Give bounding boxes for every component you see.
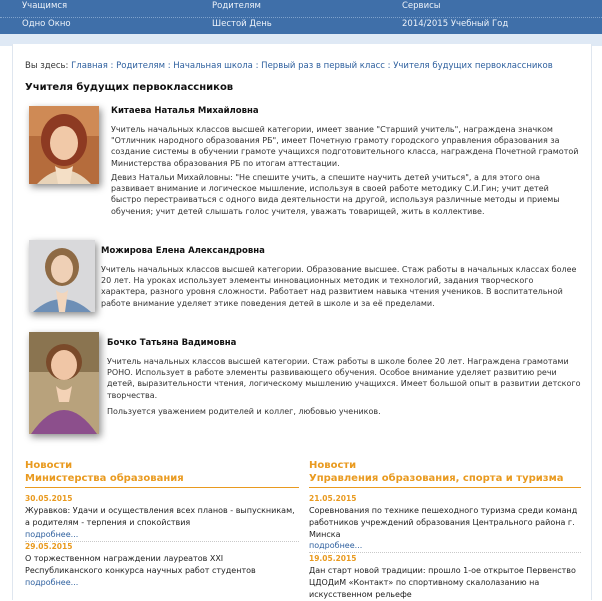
news-date: 30.05.2015 <box>25 494 73 503</box>
breadcrumb-link-parents[interactable]: Родителям <box>116 61 165 71</box>
top-nav-row-2 <box>0 17 602 35</box>
news-headline[interactable]: Журавков: Удачи и осуществления всех планов - выпускникам, а родителям - терпения и спокойствия <box>25 506 295 527</box>
nav-link-services[interactable]: Сервисы <box>402 1 441 11</box>
news-department-divider <box>309 487 581 488</box>
teacher-name-mozhirova: Можирова Елена Александровна <box>101 246 265 256</box>
news-more-link[interactable]: подробнее... <box>25 578 79 587</box>
news-more-link[interactable]: подробнее... <box>25 530 79 539</box>
main-content <box>12 44 592 600</box>
nav-link-parents[interactable]: Родителям <box>212 1 261 11</box>
news-ministry-title-line1: Новости <box>25 460 73 471</box>
nav-link-school-year[interactable]: 2014/2015 Учебный Год <box>402 19 509 29</box>
breadcrumb-separator: : <box>110 61 114 71</box>
news-headline[interactable]: Дан старт новой традиции: прошло 1-ое открытое Первенство ЦДОДиМ «Контакт» по спортивному скалолазанию на искусственном рельефе <box>309 566 576 599</box>
teacher-photo-kitaeva <box>29 106 99 184</box>
teacher-photo-bochko <box>29 332 99 434</box>
page-title: Учителя будущих первоклассников <box>25 82 234 93</box>
teacher-description-kitaeva: Учитель начальных классов высшей категории, имеет звание "Старший учитель", награждена значком "Отличник народного образования РБ", имеет Почетную грамоту городского управления образования за создание системы в обучении грамоте учащихся подготовительного класса, награждена Почетной грамотой Министерства образования РБ по итогам аттестации. <box>111 125 579 168</box>
news-date: 19.05.2015 <box>309 554 357 563</box>
teacher-note-bochko: Пользуется уважением родителей и коллег, любовью учеников. <box>107 407 381 416</box>
teacher-name-kitaeva: Китаева Наталья Михайловна <box>111 106 259 116</box>
top-navigation <box>0 0 602 34</box>
breadcrumb-link-current[interactable]: Учителя будущих первоклассников <box>393 61 553 71</box>
news-department-title-line1: Новости <box>309 460 357 471</box>
breadcrumb-separator: : <box>255 61 259 71</box>
news-ministry-title <box>25 459 184 485</box>
teacher-name-bochko: Бочко Татьяна Вадимовна <box>107 338 237 348</box>
news-headline[interactable]: Соревнования по технике пешеходного туризма среди команд работников учреждений образования Центрального района г. Минска <box>309 506 578 539</box>
breadcrumb <box>25 61 553 71</box>
news-ministry-divider <box>25 487 299 488</box>
breadcrumb-link-home[interactable]: Главная <box>71 61 108 71</box>
news-more-link[interactable]: подробнее... <box>309 541 363 550</box>
nav-link-one-window[interactable]: Одно Окно <box>22 19 71 29</box>
nav-link-students[interactable]: Учащимся <box>22 1 68 11</box>
teacher-motto-kitaeva: Девиз Натальи Михайловны: "Не спешите учить, а спешите научить детей учиться", а для этого она развивает внимание и логическое мышление, используя в своей работе методику С.И.Гин; учит детей быстро перестраиваться с одного вида деятельности на другой, используя различные методы и приемы обучения; учит детей слышать голос учителя, уважать товарищей, жить в коллективе. <box>111 173 560 216</box>
breadcrumb-prefix: Вы здесь: <box>25 61 69 71</box>
breadcrumb-separator: : <box>387 61 391 71</box>
news-department-title-line2: Управления образования, спорта и туризма <box>309 473 564 484</box>
breadcrumb-link-first-class[interactable]: Первый раз в первый класс <box>261 61 385 71</box>
teacher-photo-mozhirova <box>29 240 95 312</box>
news-item-divider <box>309 552 581 553</box>
news-date: 21.05.2015 <box>309 494 357 503</box>
teacher-description-mozhirova: Учитель начальных классов высшей категории. Образование высшее. Стаж работы в начальных классах более 20 лет. На уроках использует элементы инновационных методик и технологий, задания творческого характера, разного уровня сложности. Работает над развитием навыка чтения учеников. В воспитательной работе внимание уделяет этике поведения детей в школе и за её пределами. <box>101 265 577 308</box>
breadcrumb-separator: : <box>167 61 171 71</box>
news-date: 29.05.2015 <box>25 542 73 551</box>
breadcrumb-link-primary-school[interactable]: Начальная школа <box>173 61 253 71</box>
news-department-title <box>309 459 564 485</box>
nav-link-sixth-day[interactable]: Шестой День <box>212 19 272 29</box>
news-ministry-title-line2: Министерства образования <box>25 473 184 484</box>
teacher-description-bochko: Учитель начальных классов высшей категории. Стаж работы в школе более 20 лет. Награждена грамотами РОНО. Использует в работе элементы развивающего обучения. Особое внимание уделяет развитию речи детей, выразительности чтения, логическому мышлению учащихся. Имеет большой опыт в развитии детского творчества. <box>107 357 581 400</box>
top-nav-row-1 <box>0 0 602 17</box>
news-headline[interactable]: О торжественном награждении лауреатов XXI Республиканского конкурса научных работ студентов <box>25 554 256 575</box>
